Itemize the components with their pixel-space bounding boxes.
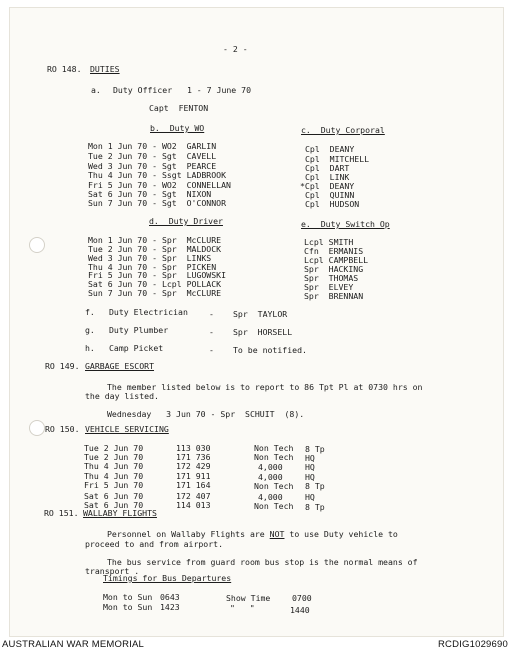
- list-item: Tue 2 Jun 70 - Spr MALDOCK: [88, 244, 222, 254]
- table-cell: Fri 5 Jun 70: [84, 480, 144, 490]
- table-cell: Non Tech: [254, 501, 294, 511]
- table-cell: Sat 6 Jun 70: [84, 491, 144, 501]
- list-item: Cfn ERMANIS: [304, 246, 364, 256]
- bus-timings-title: Timings for Bus Departures: [103, 573, 232, 583]
- footer-reference-id: RCDIG1029690: [438, 639, 508, 650]
- list-item: Lcpl SMITH: [304, 237, 354, 247]
- list-item: Mon 1 Jun 70 - Spr McCLURE: [88, 235, 222, 245]
- table-cell: 8 Tp: [305, 502, 325, 512]
- item-dash: -: [209, 309, 214, 319]
- list-item: Mon 1 Jun 70 - WO2 GARLIN: [88, 141, 217, 151]
- list-item: Sat 6 Jun 70 - Sgt NIXON: [88, 189, 212, 199]
- list-item: Cpl MITCHELL: [305, 154, 370, 164]
- item-role: Duty Plumber: [109, 325, 169, 335]
- timing-days: Mon to Sun: [103, 602, 153, 612]
- table-cell: 8 Tp: [305, 444, 325, 454]
- table-cell: 172 429: [176, 461, 211, 471]
- list-item: Fri 5 Jun 70 - Spr LUGOWSKI: [88, 270, 227, 280]
- item-role: Duty Electrician: [109, 307, 188, 317]
- table-cell: Sat 6 Jun 70: [84, 500, 144, 510]
- list-item: Cpl DEANY: [305, 144, 355, 154]
- timing-show: 0700: [292, 593, 312, 603]
- table-cell: 4,000: [258, 472, 283, 482]
- list-item: Lcpl CAMPBELL: [304, 255, 369, 265]
- item-label: f.: [85, 307, 95, 317]
- punch-hole: [29, 237, 45, 253]
- table-cell: Thu 4 Jun 70: [84, 461, 144, 471]
- duty-officer-line: Duty Officer 1 - 7 June 70: [113, 85, 252, 95]
- item-label: h.: [85, 343, 95, 353]
- ro-149-title: GARBAGE ESCORT: [85, 361, 155, 371]
- table-cell: Tue 2 Jun 70: [84, 452, 144, 462]
- ro-148-title: DUTIES: [90, 64, 120, 74]
- list-item: Tue 2 Jun 70 - Sgt CAVELL: [88, 151, 217, 161]
- paragraph-line: transport .: [85, 566, 140, 576]
- table-cell: HQ: [305, 472, 315, 482]
- punch-hole: [29, 420, 45, 436]
- table-cell: 172 407: [176, 491, 211, 501]
- list-item: Thu 4 Jun 70 - Ssgt LADBROOK: [88, 170, 227, 180]
- timing-days: Mon to Sun: [103, 592, 153, 602]
- item-label: g.: [85, 325, 95, 335]
- list-item: Sat 6 Jun 70 - Lcpl POLLACK: [88, 279, 222, 289]
- table-cell: HQ: [305, 492, 315, 502]
- table-cell: 171 736: [176, 452, 211, 462]
- timing-show: 1440: [290, 605, 310, 615]
- ro-151-title: WALLABY FLIGHTS: [83, 508, 157, 518]
- table-cell: 171 911: [176, 471, 211, 481]
- table-cell: HQ: [305, 453, 315, 463]
- list-item: *Cpl DEANY: [300, 181, 355, 191]
- duty-officer-name: Capt FENTON: [149, 103, 209, 113]
- table-cell: Non Tech: [254, 443, 294, 453]
- list-item: Sun 7 Jun 70 - Spr McCLURE: [88, 288, 222, 298]
- paragraph-line: the day listed.: [85, 391, 159, 401]
- table-cell: Non Tech: [254, 452, 294, 462]
- list-item: Cpl QUINN: [305, 190, 355, 200]
- list-item: Spr BRENNAN: [304, 291, 364, 301]
- list-item: Spr HACKING: [304, 264, 364, 274]
- ro-148-number: RO 148.: [47, 64, 82, 74]
- page-number: - 2 -: [223, 44, 248, 54]
- paragraph-line: The bus service from guard room bus stop is the normal means of: [107, 557, 418, 567]
- item-name: Spr TAYLOR: [233, 309, 288, 319]
- footer-archive-name: AUSTRALIAN WAR MEMORIAL: [2, 639, 145, 650]
- item-dash: -: [209, 345, 214, 355]
- paragraph-line: Personnel on Wallaby Flights are NOT to use Duty vehicle to: [107, 529, 398, 539]
- table-cell: Tue 2 Jun 70: [84, 443, 144, 453]
- table-cell: 4,000: [258, 492, 283, 502]
- list-item: Thu 4 Jun 70 - Spr PICKEN: [88, 262, 217, 272]
- table-cell: HQ: [305, 462, 315, 472]
- timing-time: 0643: [160, 592, 180, 602]
- table-cell: Thu 4 Jun 70: [84, 471, 144, 481]
- list-item: Cpl DART: [305, 163, 350, 173]
- item-a-label: a.: [91, 85, 101, 95]
- list-item: Sun 7 Jun 70 - Sgt O'CONNOR: [88, 198, 227, 208]
- item-name: To be notified.: [233, 345, 307, 355]
- list-item: Wed 3 Jun 70 - Sgt PEARCE: [88, 161, 217, 171]
- garbage-escort-entry: Wednesday 3 Jun 70 - Spr SCHUIT (8).: [107, 409, 305, 419]
- ro-151-number: RO 151.: [44, 508, 79, 518]
- duty-wo-title: b. Duty WO: [150, 123, 205, 133]
- list-item: Wed 3 Jun 70 - Spr LINKS: [88, 253, 212, 263]
- paragraph-line: The member listed below is to report to 86 Tpt Pl at 0730 hrs on: [107, 382, 423, 392]
- emphasis-not: NOT: [269, 529, 285, 539]
- list-item: Fri 5 Jun 70 - WO2 CONNELLAN: [88, 180, 231, 190]
- timing-label: " ": [230, 603, 255, 613]
- list-item: Cpl LINK: [305, 172, 350, 182]
- table-cell: 4,000: [258, 462, 283, 472]
- item-role: Camp Picket: [109, 343, 164, 353]
- list-item: Spr ELVEY: [304, 282, 354, 292]
- timing-label: Show Time: [226, 593, 271, 603]
- timing-time: 1423: [160, 602, 180, 612]
- duty-driver-title: d. Duty Driver: [149, 216, 223, 226]
- item-dash: -: [209, 327, 214, 337]
- duty-corporal-title: c. Duty Corporal: [301, 125, 385, 135]
- duty-switch-op-title: e. Duty Switch Op: [301, 219, 390, 229]
- table-cell: 114 013: [176, 500, 211, 510]
- table-cell: 171 164: [176, 480, 211, 490]
- ro-150-title: VEHICLE SERVICING: [85, 424, 169, 434]
- list-item: Spr THOMAS: [304, 273, 359, 283]
- ro-149-number: RO 149.: [45, 361, 80, 371]
- ro-150-number: RO 150.: [45, 424, 80, 434]
- paragraph-line: proceed to and from airport.: [85, 539, 224, 549]
- document-page: [10, 8, 503, 636]
- list-item: Cpl HUDSON: [305, 199, 360, 209]
- table-cell: 8 Tp: [305, 481, 325, 491]
- item-name: Spr HORSELL: [233, 327, 293, 337]
- table-cell: Non Tech: [254, 481, 294, 491]
- table-cell: 113 030: [176, 443, 211, 453]
